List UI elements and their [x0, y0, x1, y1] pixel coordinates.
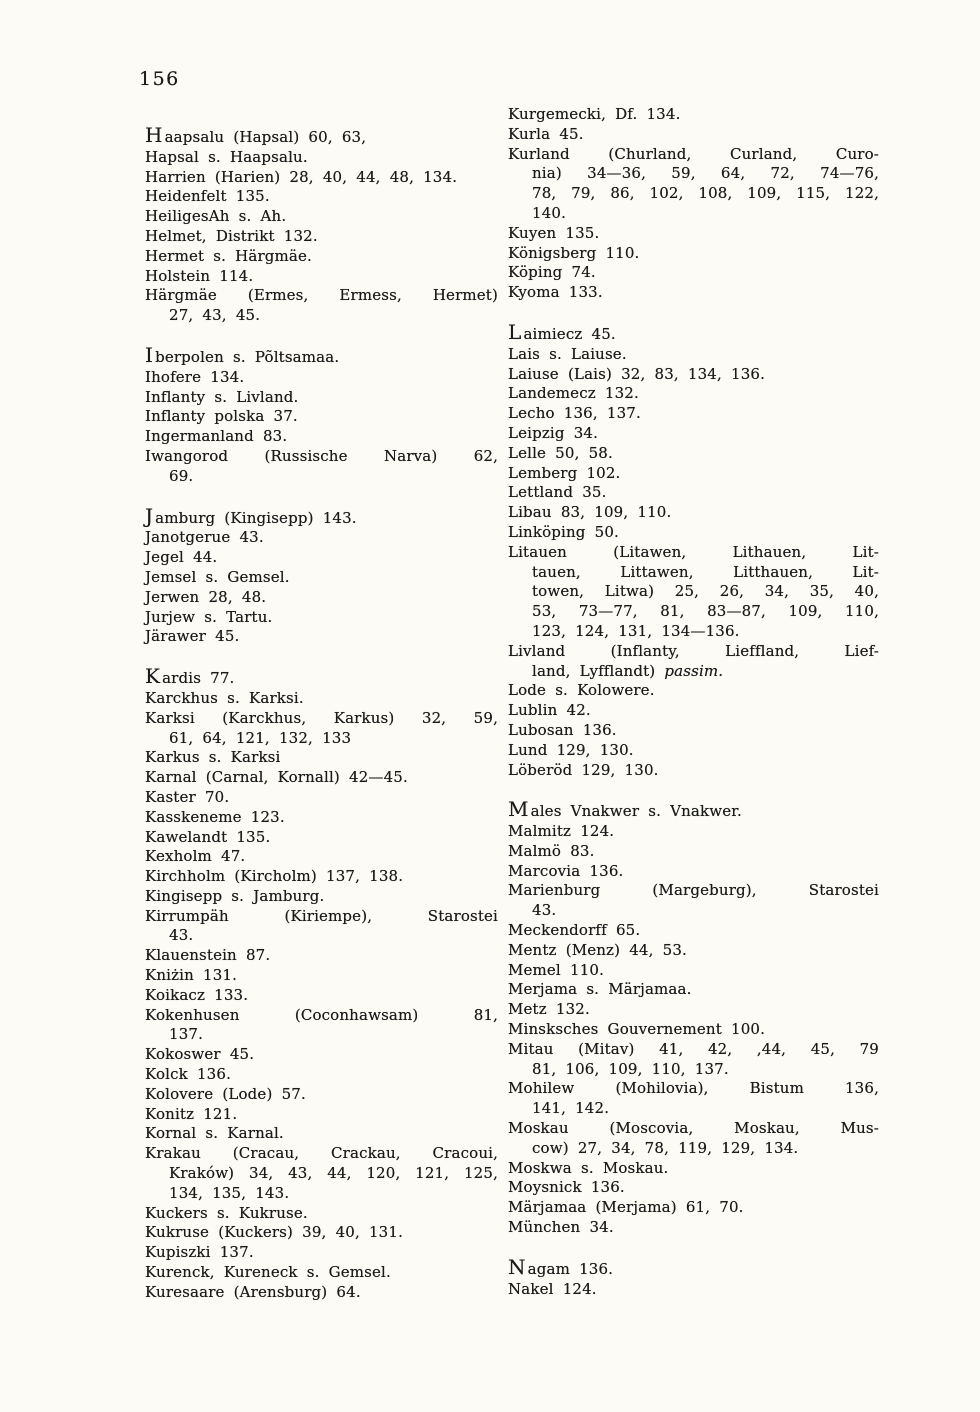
index-entry [508, 125, 879, 145]
index-entry [145, 427, 498, 447]
entry-line: Kukruse (Kuckers) 39, 40, 131. [145, 1223, 403, 1242]
entry-line: Lecho 136, 137. [508, 404, 641, 423]
entry-line: 141, 142. [532, 1099, 610, 1118]
index-entry [508, 842, 879, 862]
index-entry [145, 1223, 498, 1243]
index-entry [508, 1000, 879, 1020]
entry-line: Jurjew s. Tartu. [145, 607, 273, 626]
section-initial-cap: L [508, 319, 522, 344]
index-entry [508, 642, 879, 682]
index-entry [145, 123, 498, 148]
index-entry [508, 1079, 879, 1119]
entry-line: Landemecz 132. [508, 384, 639, 403]
index-entry [508, 797, 879, 822]
entry-line: Ihofere 134. [145, 367, 245, 386]
index-entry [508, 523, 879, 543]
entry-line: Karksi (Karckhus, Karkus) 32, 59, [145, 708, 498, 727]
index-entry [508, 701, 879, 721]
index-entry [508, 761, 879, 781]
index-entry [508, 1254, 879, 1280]
entry-line: Lelle 50, 58. [508, 443, 613, 462]
index-entry [508, 822, 879, 842]
index-entry [508, 1280, 879, 1300]
index-entry [145, 1243, 498, 1263]
entry-line: 81, 106, 109, 110, 137. [532, 1059, 729, 1078]
index-entry [145, 286, 498, 326]
entry-line: Linköping 50. [508, 522, 619, 541]
index-entry [508, 881, 879, 921]
index-entry [508, 444, 879, 464]
entry-line: Kirchholm (Kircholm) 137, 138. [145, 867, 404, 886]
entry-line: Märjamaa (Merjama) 61, 70. [508, 1198, 744, 1217]
entry-line: Kupiszki 137. [145, 1243, 254, 1262]
entry-line: Malmitz 124. [508, 822, 615, 841]
entry-line: Lublin 42. [508, 701, 591, 720]
entry-line: Lubosan 136. [508, 720, 617, 739]
entry-line: 137. [169, 1025, 203, 1044]
entry-line: tauen, Littawen, Litthauen, Lit- [532, 562, 879, 581]
index-section-n [508, 1254, 879, 1300]
index-entry [508, 263, 879, 283]
entry-line: Kexholm 47. [145, 847, 246, 866]
entry-line: 69. [169, 466, 194, 485]
index-entry [145, 808, 498, 828]
entry-line: Moskau (Moscovia, Moskau, Mus- [508, 1119, 879, 1138]
entry-line: Löberöd 129, 130. [508, 760, 659, 779]
entry-line: Kuyen 135. [508, 223, 600, 242]
entry-line: Janotgerue 43. [145, 528, 264, 547]
entry-line: Hapsal s. Haapsalu. [145, 147, 308, 166]
index-entry [508, 961, 879, 981]
entry-line: N agam 136. [508, 1254, 614, 1279]
entry-line: Köping 74. [508, 263, 596, 282]
entry-line: Heidenfelt 135. [145, 187, 270, 206]
entry-line: Merjama s. Märjamaa. [508, 980, 692, 999]
entry-line: Livland (Inflanty, Lieffland, Lief- [508, 641, 879, 660]
entry-line: 61, 64, 121, 132, 133 [169, 728, 352, 747]
index-entry [508, 721, 879, 741]
entry-line: I berpolen s. Põltsamaa. [145, 342, 340, 367]
entry-line: Holstein 114. [145, 266, 254, 285]
index-entry [145, 207, 498, 227]
entry-line: Memel 110. [508, 960, 605, 979]
entry-line: Kyoma 133. [508, 283, 603, 302]
entry-line: Järawer 45. [145, 627, 240, 646]
index-entry [145, 946, 498, 966]
entry-line: Kaster 70. [145, 787, 230, 806]
index-entry [145, 227, 498, 247]
index-entry [145, 1006, 498, 1046]
index-entry [508, 424, 879, 444]
index-entry [145, 828, 498, 848]
index-entry [145, 689, 498, 709]
entry-line: Jemsel s. Gemsel. [145, 567, 290, 586]
index-entry [145, 986, 498, 1006]
index-entry [508, 483, 879, 503]
index-entry [508, 145, 879, 224]
entry-line: nia) 34—36, 59, 64, 72, 74—76, [532, 164, 879, 183]
entry-line: Laiuse (Lais) 32, 83, 134, 136. [508, 364, 766, 383]
index-section-i [145, 342, 498, 487]
index-entry [145, 867, 498, 887]
index-entry [508, 941, 879, 961]
index-entry [508, 543, 879, 642]
entry-line: 53, 73—77, 81, 83—87, 109, 110, [532, 602, 879, 621]
index-entry [145, 1045, 498, 1065]
index-entry [508, 105, 879, 125]
index-entry [145, 847, 498, 867]
index-entry [508, 365, 879, 385]
entry-line: Kolovere (Lode) 57. [145, 1084, 306, 1103]
index-entry [145, 608, 498, 628]
index-entry [145, 588, 498, 608]
entry-line: 43. [169, 926, 194, 945]
entry-line: Kirrumpäh (Kiriempe), Starostei [145, 906, 498, 925]
section-initial-cap: K [145, 664, 161, 689]
entry-line: Inflanty s. Livland. [145, 387, 299, 406]
entry-line: Libau 83, 109, 110. [508, 503, 672, 522]
entry-line: 27, 43, 45. [169, 306, 261, 325]
index-entry [508, 1218, 879, 1238]
entry-line: Kasskeneme 123. [145, 807, 285, 826]
entry-line: Ingermanland 83. [145, 427, 288, 446]
entry-line: Metz 132. [508, 1000, 590, 1019]
page-number: 156 [139, 68, 180, 90]
index-entry [145, 1065, 498, 1085]
entry-line: 123, 124, 131, 134—136. [532, 621, 740, 640]
index-entry [508, 1020, 879, 1040]
index-entry [145, 407, 498, 427]
index-entry [145, 709, 498, 749]
entry-line: H aapsalu (Hapsal) 60, 63, [145, 123, 367, 147]
index-section-m [508, 797, 879, 1238]
index-entry [145, 368, 498, 388]
index-entry [508, 503, 879, 523]
index-entry [508, 404, 879, 424]
index-entry [145, 1263, 498, 1283]
entry-line: Kolck 136. [145, 1065, 231, 1084]
entry-line: Kurla 45. [508, 124, 584, 143]
section-initial-cap: H [145, 123, 163, 147]
index-entry [508, 1159, 879, 1179]
index-entry [145, 1124, 498, 1144]
entry-line: Krakau (Cracau, Crackau, Cracoui, [145, 1144, 498, 1163]
section-initial-cap: M [508, 797, 529, 822]
index-entry [145, 247, 498, 267]
section-initial-cap: I [145, 342, 154, 367]
index-entry [145, 627, 498, 647]
entry-line: 134, 135, 143. [169, 1183, 290, 1202]
entry-line: Nakel 124. [508, 1279, 597, 1298]
entry-line: K ardis 77. [145, 664, 235, 689]
index-section-j [145, 503, 498, 648]
entry-line: land, Lyfflandt) passim. [532, 661, 724, 680]
index-entry [508, 921, 879, 941]
entry-line: Moysnick 136. [508, 1178, 625, 1197]
index-entry [145, 1085, 498, 1105]
entry-line: Harrien (Harien) 28, 40, 44, 48, 134. [145, 167, 458, 186]
entry-line: Lemberg 102. [508, 463, 621, 482]
entry-line: 43. [532, 901, 557, 920]
entry-line: Kniżin 131. [145, 966, 238, 985]
index-entry [508, 1119, 879, 1159]
index-entry [508, 283, 879, 303]
index-entry [508, 384, 879, 404]
index-entry [145, 1204, 498, 1224]
index-section-h [145, 123, 498, 326]
index-entry [145, 148, 498, 168]
section-initial-cap: N [508, 1254, 526, 1279]
entry-line: Litauen (Litawen, Lithauen, Lit- [508, 542, 879, 561]
entry-line: Moskwa s. Moskau. [508, 1158, 669, 1177]
index-section-k-continued [508, 105, 879, 303]
entry-line: HeiligesAh s. Ah. [145, 207, 287, 226]
entry-line: Jegel 44. [145, 548, 218, 567]
entry-line: Kuresaare (Arensburg) 64. [145, 1282, 361, 1301]
index-entry [145, 388, 498, 408]
entry-line: Kornal s. Karnal. [145, 1124, 284, 1143]
entry-line: Lettland 35. [508, 483, 607, 502]
entry-line: Meckendorff 65. [508, 921, 641, 940]
entry-line: M ales Vnakwer s. Vnakwer. [508, 797, 742, 822]
index-entry [508, 1198, 879, 1218]
entry-line: Marcovia 136. [508, 861, 624, 880]
entry-line: Koikacz 133. [145, 985, 249, 1004]
entry-line: Hermet s. Härgmäe. [145, 246, 312, 265]
entry-line: 140. [532, 203, 566, 222]
entry-line: Kraków) 34, 43, 44, 120, 121, 125, [169, 1164, 498, 1183]
index-entry [508, 1040, 879, 1080]
entry-line: Iwangorod (Russische Narva) 62, [145, 446, 498, 465]
section-initial-cap: J [145, 503, 154, 528]
index-entry [145, 1105, 498, 1125]
entry-line: Klauenstein 87. [145, 946, 271, 965]
entry-line: Mentz (Menz) 44, 53. [508, 940, 687, 959]
entry-line: Helmet, Distrikt 132. [145, 226, 318, 245]
entry-line: Härgmäe (Ermes, Ermess, Hermet) [145, 286, 498, 305]
index-column-right [508, 105, 879, 1299]
entry-line: Leipzig 34. [508, 423, 599, 442]
index-entry [508, 681, 879, 701]
entry-line: L aimiecz 45. [508, 319, 616, 344]
entry-line: Karnal (Carnal, Kornall) 42—45. [145, 768, 408, 787]
entry-line: J amburg (Kingisepp) 143. [145, 503, 357, 528]
entry-line: Konitz 121. [145, 1104, 238, 1123]
entry-line: Jerwen 28, 48. [145, 587, 267, 606]
index-column-left [145, 123, 498, 1303]
entry-line: Lund 129, 130. [508, 740, 634, 759]
index-entry [508, 464, 879, 484]
index-section-l [508, 319, 879, 780]
entry-line: Inflanty polska 37. [145, 407, 298, 426]
entry-line: Mohilew (Mohilovia), Bistum 136, [508, 1079, 879, 1098]
entry-line: Marienburg (Margeburg), Starostei [508, 881, 879, 900]
index-entry [145, 548, 498, 568]
entry-line: Kurland (Churland, Curland, Curo- [508, 144, 879, 163]
entry-line: Königsberg 110. [508, 243, 640, 262]
index-entry [508, 244, 879, 264]
index-entry [145, 887, 498, 907]
entry-line: Kokenhusen (Coconhawsam) 81, [145, 1005, 498, 1024]
index-entry [145, 528, 498, 548]
entry-line: Kokoswer 45. [145, 1045, 255, 1064]
entry-line: 78, 79, 86, 102, 108, 109, 115, 122, [532, 184, 879, 203]
entry-line: Kurenck, Kureneck s. Gemsel. [145, 1263, 391, 1282]
index-entry [145, 267, 498, 287]
index-entry [145, 788, 498, 808]
entry-line: Minsksches Gouvernement 100. [508, 1020, 765, 1039]
entry-line: Mitau (Mitav) 41, 42, ,44, 45, 79 [508, 1039, 879, 1058]
index-entry [145, 768, 498, 788]
index-entry [145, 342, 498, 368]
entry-line: Lode s. Kolowere. [508, 681, 655, 700]
index-entry [145, 503, 498, 529]
index-entry [508, 862, 879, 882]
index-section-k [145, 664, 498, 1303]
entry-line: cow) 27, 34, 78, 119, 129, 134. [532, 1138, 799, 1157]
entry-line: München 34. [508, 1218, 614, 1237]
index-entry [508, 345, 879, 365]
index-entry [508, 224, 879, 244]
entry-line: Kurgemecki, Df. 134. [508, 105, 681, 123]
index-entry [145, 748, 498, 768]
entry-line: Kawelandt 135. [145, 827, 271, 846]
index-entry [145, 168, 498, 188]
entry-line: Karkus s. Karksi [145, 748, 281, 767]
index-entry [145, 966, 498, 986]
index-entry [508, 319, 879, 345]
index-entry [145, 1283, 498, 1303]
index-entry [508, 741, 879, 761]
entry-line: towen, Litwa) 25, 26, 34, 35, 40, [532, 582, 879, 601]
entry-line: Malmö 83. [508, 841, 595, 860]
index-entry [145, 447, 498, 487]
entry-line: Kingisepp s. Jamburg. [145, 886, 325, 905]
index-entry [145, 907, 498, 947]
index-entry [145, 1144, 498, 1203]
entry-line: Lais s. Laiuse. [508, 344, 627, 363]
index-entry [508, 980, 879, 1000]
index-entry [508, 1178, 879, 1198]
index-entry [145, 568, 498, 588]
index-entry [145, 187, 498, 207]
entry-line: Kuckers s. Kukruse. [145, 1203, 308, 1222]
index-entry [145, 664, 498, 689]
entry-line: Karckhus s. Karksi. [145, 688, 304, 707]
